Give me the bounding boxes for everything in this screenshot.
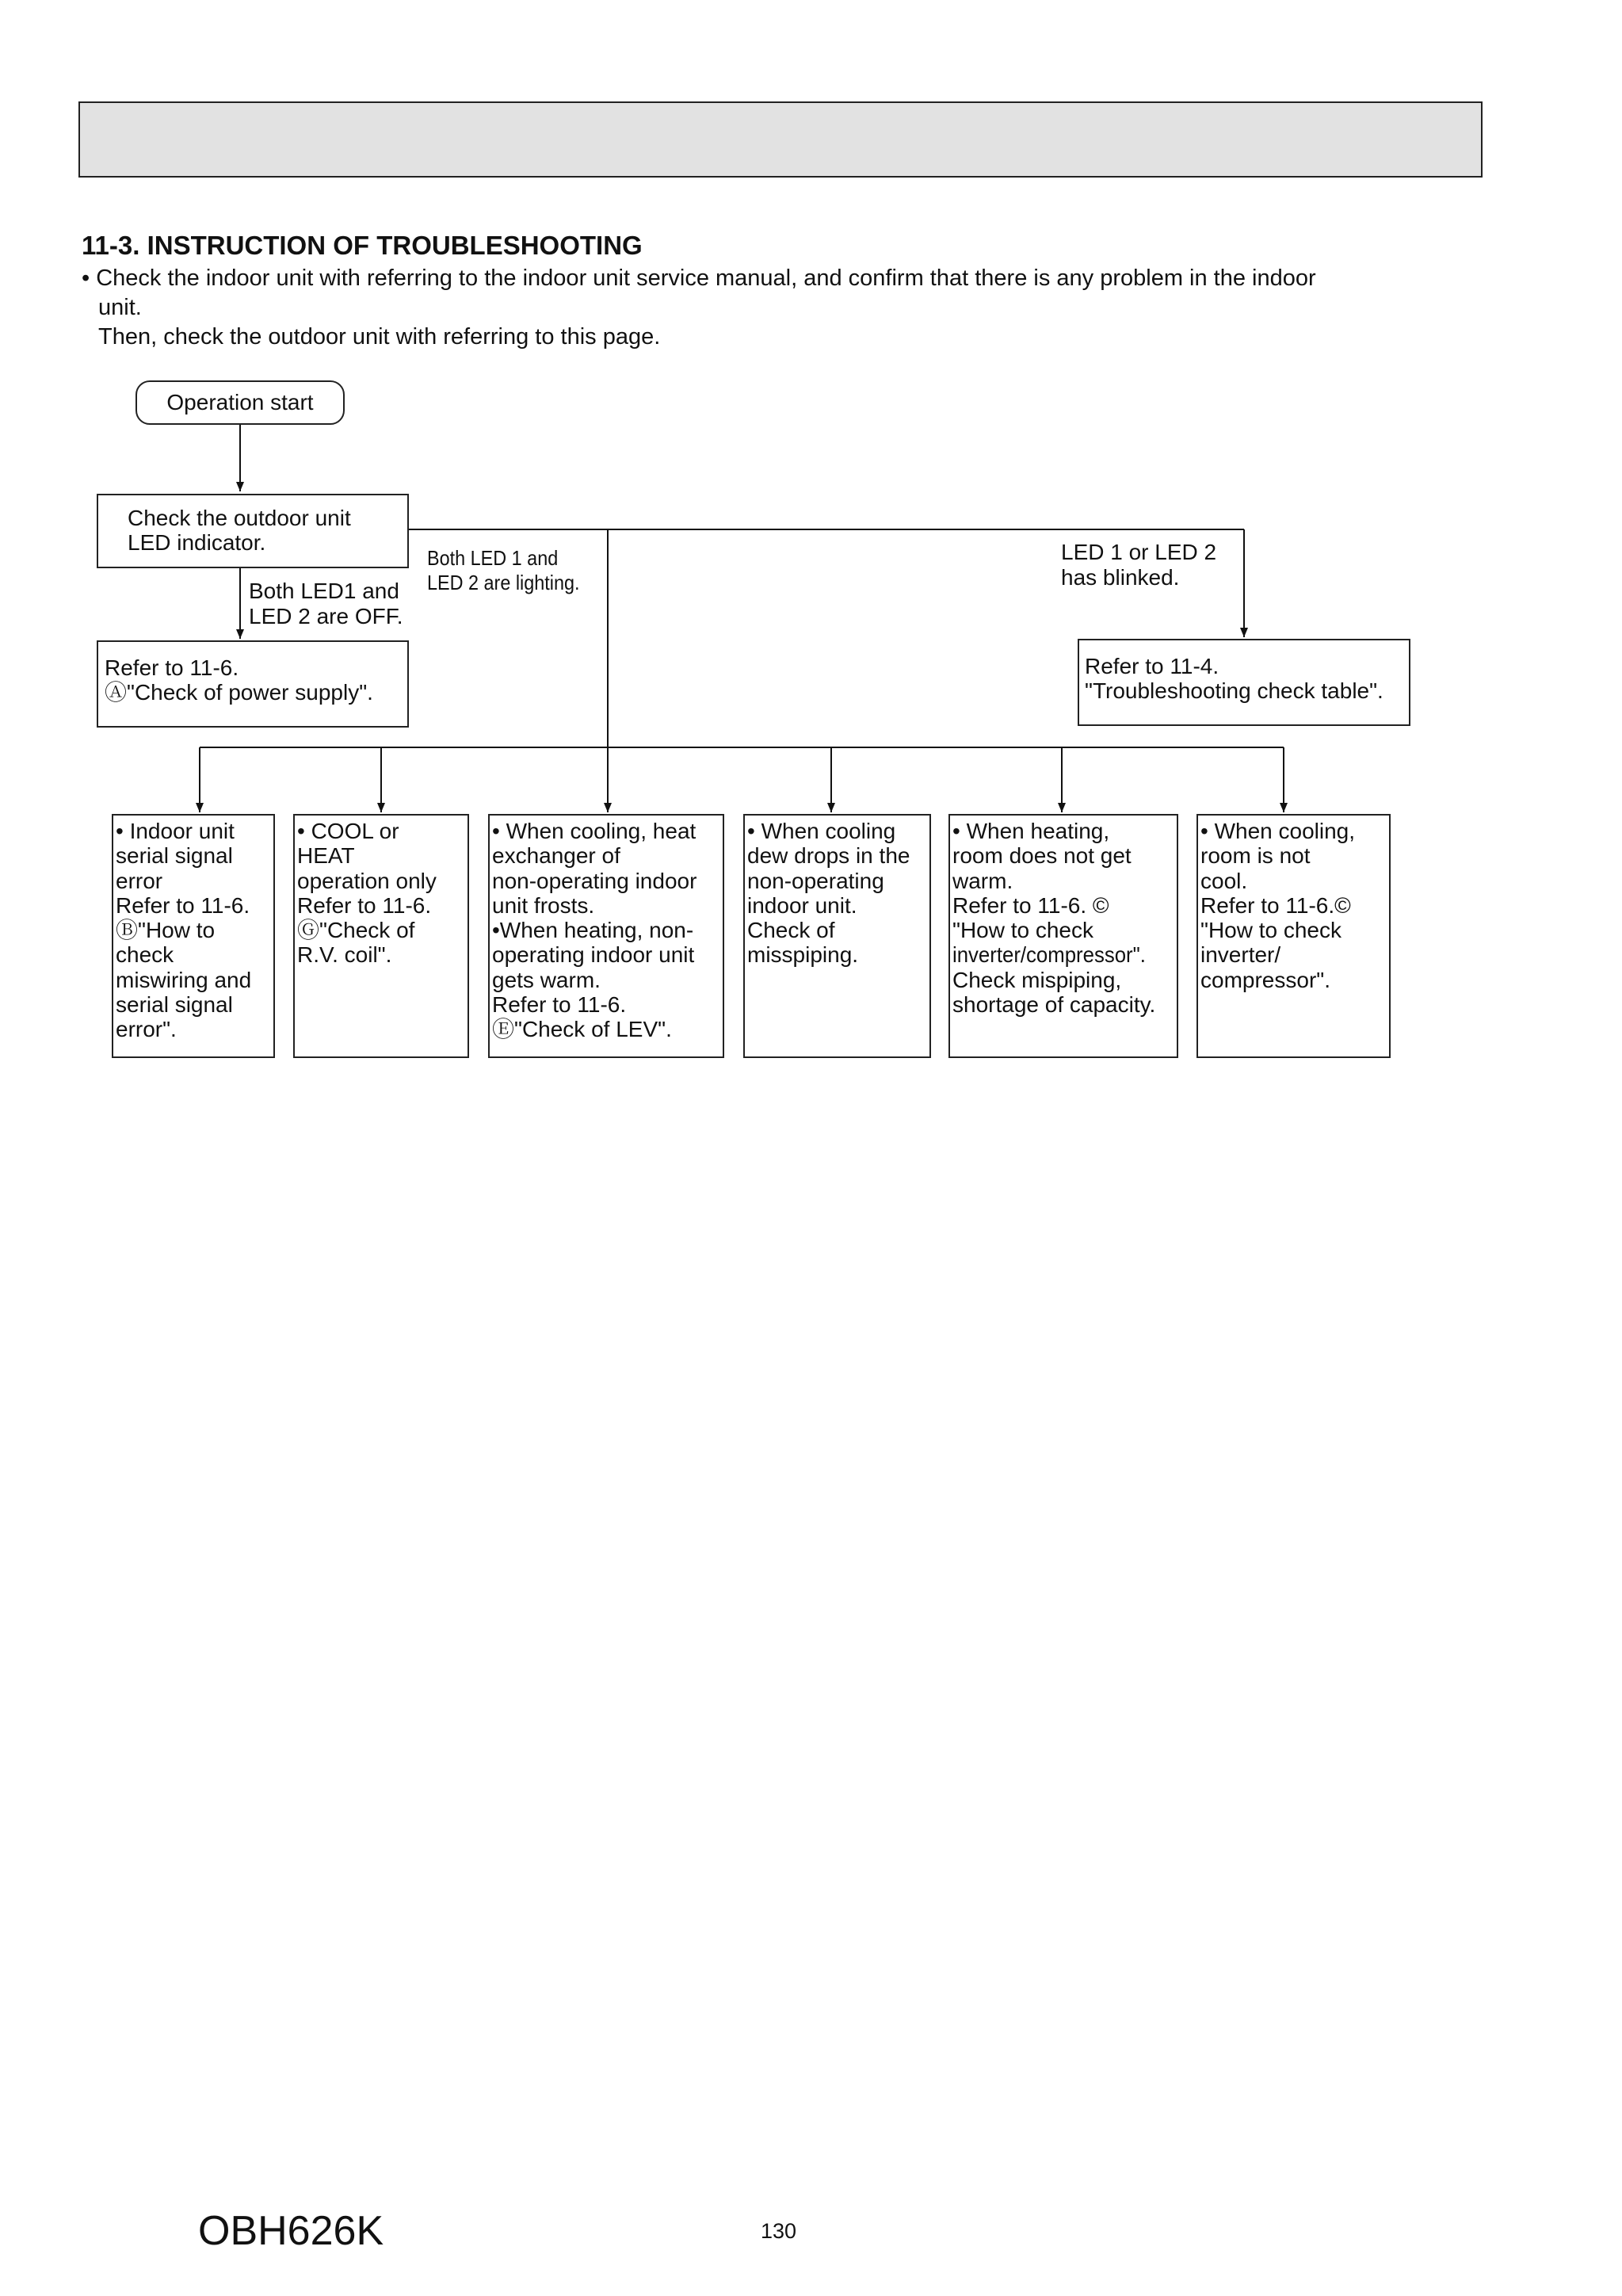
case-line: miswiring and xyxy=(116,967,252,992)
branch-label-led-blinked xyxy=(1061,540,1216,590)
power-supply-box xyxy=(97,640,409,728)
case-line: • When heating, xyxy=(952,819,1110,843)
case-box-cool-heat xyxy=(293,814,469,1058)
case-line: shortage of capacity. xyxy=(952,992,1156,1018)
operation-start-node: Operation start xyxy=(135,380,345,425)
box-line: "Troubleshooting check table". xyxy=(1085,678,1383,703)
case-line: Ⓑ"How to xyxy=(116,918,216,943)
label-line: LED 1 or LED 2 xyxy=(1061,540,1217,564)
case-line: exchanger of xyxy=(492,843,620,869)
case-line: Refer to 11-6.© xyxy=(1200,892,1351,918)
case-line: • COOL or xyxy=(297,819,399,843)
case-line: warm. xyxy=(952,868,1013,893)
case-line: "How to check xyxy=(1200,918,1342,943)
case-line: • When cooling xyxy=(747,819,896,843)
case-line: Ⓔ"Check of LEV". xyxy=(492,1017,672,1042)
box-line: Ⓐ"Check of power supply". xyxy=(105,680,373,705)
case-line: non-operating xyxy=(747,868,884,893)
case-line: Check mispiping, xyxy=(952,967,1122,992)
case-line: operation only xyxy=(297,868,437,893)
case-line: Refer to 11-6. © xyxy=(952,892,1109,918)
intro-line: • Check the indoor unit with referring to the indoor unit service manual, and confirm that there is any problem in the indoor xyxy=(82,266,1316,291)
troubleshooting-table-box xyxy=(1078,639,1410,726)
case-line: serial signal xyxy=(116,992,233,1018)
section-title: 11-3. INSTRUCTION OF TROUBLESHOOTING xyxy=(82,231,643,260)
case-box-cooling-not-cool xyxy=(1196,814,1391,1058)
case-line: Check of xyxy=(747,918,835,943)
case-box-serial-signal xyxy=(112,814,275,1058)
label-line: Both LED 1 and xyxy=(427,546,559,570)
case-line: error". xyxy=(116,1017,177,1042)
case-line: Ⓖ"Check of xyxy=(297,918,415,943)
box-line: Check the outdoor unit xyxy=(128,506,351,530)
case-line: unit frosts. xyxy=(492,892,595,918)
label-line: LED 2 are OFF. xyxy=(249,604,403,628)
label-line: LED 2 are lighting. xyxy=(427,571,580,594)
case-box-dew-drops xyxy=(743,814,931,1058)
branch-label-leds-off xyxy=(249,579,403,629)
case-line: error xyxy=(116,868,163,893)
case-line: Refer to 11-6. xyxy=(492,992,627,1018)
case-line xyxy=(952,942,1174,967)
case-line: •When heating, non- xyxy=(492,918,694,943)
case-line: "How to check xyxy=(952,918,1094,943)
case-line: • When cooling, heat xyxy=(492,819,697,843)
case-line: operating indoor unit xyxy=(492,942,695,968)
case-line: serial signal xyxy=(116,843,233,869)
case-line: inverter/ xyxy=(1200,942,1281,968)
case-line: dew drops in the xyxy=(747,843,910,869)
page-number: 130 xyxy=(761,2219,797,2243)
document-id: OBH626K xyxy=(198,2208,384,2254)
case-line: room is not xyxy=(1200,843,1311,869)
case-box-heating-not-warm xyxy=(948,814,1178,1058)
case-box-lev xyxy=(488,814,724,1058)
box-line: LED indicator. xyxy=(128,530,266,555)
case-line: • Indoor unit xyxy=(116,819,235,843)
case-line: compressor". xyxy=(1200,967,1330,992)
case-line: misspiping. xyxy=(747,942,859,968)
label-line: Both LED1 and xyxy=(249,579,399,603)
box-line: Refer to 11-4. xyxy=(1085,654,1219,678)
intro-line: unit. xyxy=(98,295,142,320)
case-line: Refer to 11-6. xyxy=(297,892,432,918)
branch-label-leds-lighting xyxy=(427,546,580,595)
intro-line: Then, check the outdoor unit with referring to this page. xyxy=(98,324,661,350)
case-line: indoor unit. xyxy=(747,892,857,918)
case-line: R.V. coil". xyxy=(297,942,392,968)
case-line: • When cooling, xyxy=(1200,819,1356,843)
case-line: HEAT xyxy=(297,843,355,869)
case-line: gets warm. xyxy=(492,967,601,992)
check-led-box xyxy=(97,494,409,568)
box-line: Refer to 11-6. xyxy=(105,655,239,680)
case-line: room does not get xyxy=(952,843,1132,869)
label-line: has blinked. xyxy=(1061,565,1180,590)
case-line: non-operating indoor xyxy=(492,868,697,893)
case-line: cool. xyxy=(1200,868,1248,893)
case-line-text: inverter/compressor". xyxy=(952,942,1146,968)
case-line: check xyxy=(116,942,174,968)
case-line: Refer to 11-6. xyxy=(116,892,250,918)
